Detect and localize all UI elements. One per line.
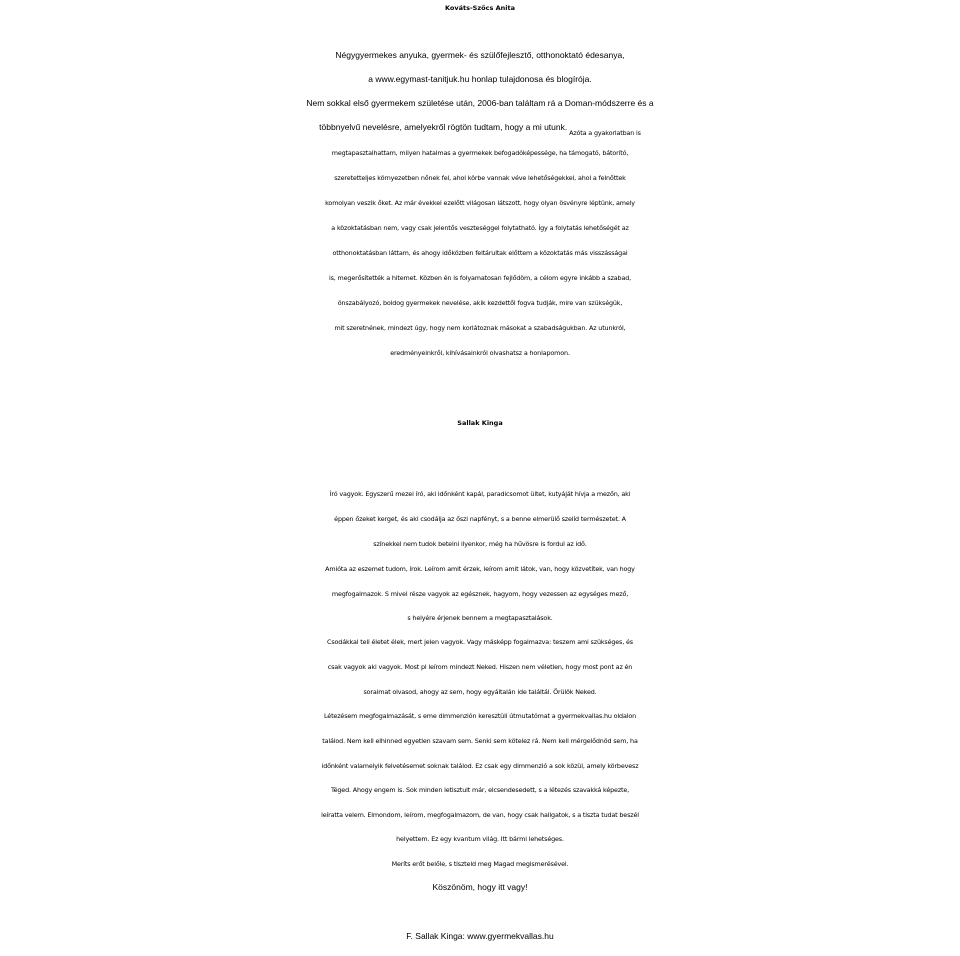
bio-line: Létezésem megfogalmazását, s eme dimmenzión keresztüli útmutatómat a gyermekvallas.hu oldalon (323, 712, 637, 720)
signature-line: F. Sallak Kinga: www.gyermekvallas.hu (406, 931, 554, 941)
bio-line: Téged. Ahogy engem is. Sok minden letisztult már, elcsendesedett, s a létezés szavakká képezte, (330, 786, 630, 794)
thanks-line: Köszönöm, hogy itt vagy! (432, 882, 528, 892)
author-name-heading: Kováts-Szőcs Anita (445, 4, 515, 12)
bio-line: eredményeinkről, kihívásainkról olvashatsz a honlapomon. (390, 349, 570, 357)
bio-line: színekkel nem tudok betelni ilyenkor, még ha hűvösre is fordul az idő. (373, 540, 587, 548)
bio-line: időnként valamelyik felvetésemet soknak találod. Ez csak egy dimmenzió a sok közül, amely körbevesz (321, 762, 639, 770)
bio-line: s helyére érjenek bennem a megtapasztalások. (407, 614, 553, 622)
bio-line: Meríts erőt belőle, s tiszteld meg Magad megismerésével. (391, 860, 569, 868)
bio-line: is, megerősítették a hitemet. Közben én is folyamatosan fejlődöm, a célom egyre inkább a szabad, (328, 274, 631, 282)
bio-line: otthonoktatásban láttam, és ahogy időközben feltárultak előttem a közoktatás más visszásságai (332, 249, 628, 257)
bio-line: Író vagyok. Egyszerű mezei író, aki időnként kapál, paradicsomot ültet, kutyáját hívja a mezőn, aki (329, 490, 631, 498)
bio-line: helyettem. Ez egy kvantum világ. Itt bármi lehetséges. (396, 835, 564, 843)
bio-line: soraimat olvasod, ahogy az sem, hogy egyáltalán ide találtál. Örülök Neked. (363, 688, 597, 696)
bio-line: szeretetteljes környezetben nőnek fel, ahol körbe vannak véve lehetőségekkel, ahol a felnőttek (334, 174, 626, 182)
bio-line: Nem sokkal első gyermekem születése után, 2006-ban találtam rá a Doman-módszerre és a (306, 98, 654, 108)
bio-line: leíratta velem. Elmondom, leírom, megfogalmazom, de van, hogy csak hallgatok, s a tiszta tudat beszél (321, 811, 639, 819)
bio-line: a www.egymast-tanitjuk.hu honlap tulajdonosa és blogírója. (368, 74, 592, 84)
bio-line: éppen őzeket kerget, és aki csodálja az őszi napfényt, s a benne elmerülő szelíd természetet. A (334, 515, 626, 523)
bio-line: önszabályozó, boldog gyermekek nevelése, akik kezdettől fogva tudják, mire van szükségük, (337, 299, 623, 307)
bio-line: Amióta az eszemet tudom, írok. Leírom amit érzek, leírom amit látok, van, hogy közvetítek, van hogy (325, 565, 635, 573)
bio-line: megfogalmazok. S mivel része vagyok az egésznek, hagyom, hogy vezessen az egységes mező, (331, 590, 629, 598)
bio-line: Csodákkal teli életet élek, mert jelen vagyok. Vagy másképp fogalmazva: teszem ami szükséges, és (327, 638, 633, 646)
bio-line-part: többnyelvű nevelésre, amelyekről rögtön tudtam, hogy a mi utunk. (319, 122, 568, 132)
bio-line-part: Azóta a gyakorlatban is (567, 129, 641, 137)
bio-line: mit szeretnének, mindezt úgy, hogy nem korlátoznak másokat a szabadságukban. Az utunkról, (334, 324, 626, 332)
bio-line: csak vagyok aki vagyok. Most pl leírom mindezt Neked. Hiszen nem véletlen, hogy most pont az én (327, 663, 633, 671)
bio-line: komolyan veszik őket. Az már évekkel ezelőtt világosan látszott, hogy olyan ösvényre léptünk, amely (325, 199, 635, 207)
bio-line: Négygyermekes anyuka, gyermek- és szülőfejlesztő, otthonoktató édesanya, (335, 50, 625, 60)
bio-line (0, 122, 960, 144)
bio-line: találod. Nem kell elhinned egyetlen szavam sem. Senki sem kötelez rá. Nem kell mérgelődnöd sem, ha (322, 737, 638, 745)
author-name-heading: Sallak Kinga (457, 419, 503, 427)
bio-line: a közoktatásban nem, vagy csak jelentős veszteséggel folytatható. Így a folytatás lehetőségét az (331, 224, 629, 232)
bio-line: megtapasztalhattam, milyen hatalmas a gyermekek befogadóképessége, ha támogató, bátorító, (331, 149, 629, 157)
